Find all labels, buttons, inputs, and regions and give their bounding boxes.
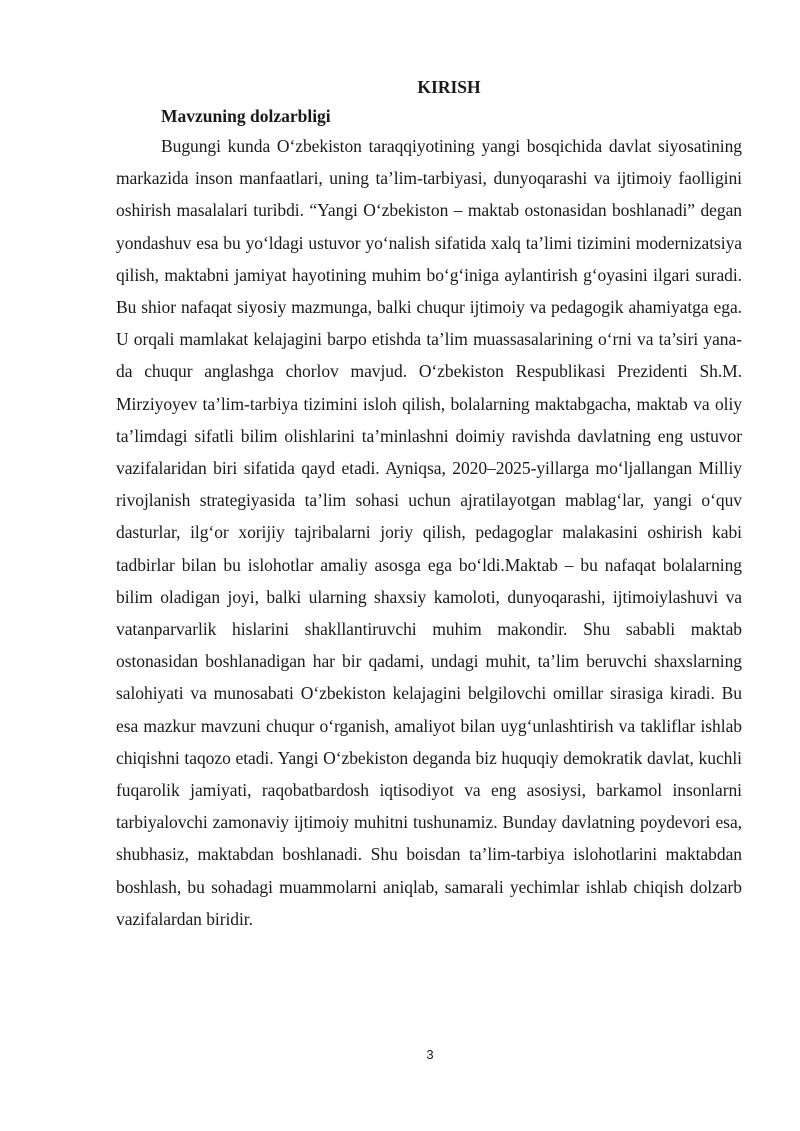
body-paragraph: Bugungi kunda O‘zbekiston taraqqiyotining yangi bosqichida davlat siyosatining markazida inson manfaatlari, uning ta’lim-tarbiyasi, dunyoqarashi va ijtimoiy faolligini oshirish masalalari turibdi. “Yangi O‘zbekiston – maktab ostonasidan boshlanadi” degan yondashuv esa bu yo‘ldagi ustuvor yo‘nalish sifatida xalq ta’limi tizimini modernizatsiya qilish, maktabni jamiyat hayotining muhim bo‘g‘iniga aylantirish g‘oyasini ilgari suradi. Bu shior nafaqat siyosiy mazmunga, balki chuqur ijtimoiy va pedagogik ahamiyatga ega. U orqali mamlakat kelajagini barpo etishda ta’lim muassasalarining o‘rni va ta’siri yana-da chuqur anglashga chorlov mavjud. O‘zbekiston Respublikasi Prezidenti Sh.M. Mirziyoyev ta’lim-tarbiya tizimini isloh qilish, bolalarning maktabgacha, maktab va oliy ta’limdagi sifatli bilim olishlarini ta’minlashni doimiy ravishda davlatning eng ustuvor vazifalaridan biri sifatida qayd etadi. Ayniqsa, 2020–2025-yillarga mo‘ljallangan Milliy rivojlanish strategiyasida ta’lim sohasi uchun ajratilayotgan mablag‘lar, yangi o‘quv dasturlar, ilg‘or xorijiy tajribalarni joriy qilish, pedagoglar malakasini oshirish kabi tadbirlar bilan bu islohotlar amaliy asosga ega bo‘ldi.Maktab – bu nafaqat bolalarning bilim oladigan joyi, balki ularning shaxsiy kamoloti, dunyoqarashi, ijtimoiylashuvi va vatanparvarlik hislarini shakllantiruvchi muhim makondir. Shu sababli maktab ostonasidan boshlanadigan har bir qadami, undagi muhit, ta’lim beruvchi shaxslarning salohiyati va munosabati O‘zbekiston kelajagini belgilovchi omillar sirasiga kiradi. Bu esa mazkur mavzuni chuqur o‘rganish, amaliyot bilan uyg‘unlashtirish va takliflar ishlab chiqishni taqozo etadi. Yangi O‘zbekiston deganda biz huquqiy demokratik davlat, kuchli fuqarolik jamiyati, raqobatbardosh iqtisodiyot va eng asosiysi, barkamol insonlarni tarbiyalovchi zamonaviy ijtimoiy muhitni tushunamiz. Bunday davlatning poydevori esa, shubhasiz, maktabdan boshlanadi. Shu boisdan ta’lim-tarbiya islohotlarini maktabdan boshlash, bu sohadagi muammolarni aniqlab, samarali yechimlar ishlab chiqish dolzarb vazifalardan biridir. — [116, 136, 742, 929]
subsection-heading: Mavzuning dolzarbligi — [161, 106, 331, 126]
section-heading: KIRISH — [417, 77, 481, 97]
page-number: 3 — [426, 1047, 434, 1062]
document-page — [116, 74, 742, 935]
